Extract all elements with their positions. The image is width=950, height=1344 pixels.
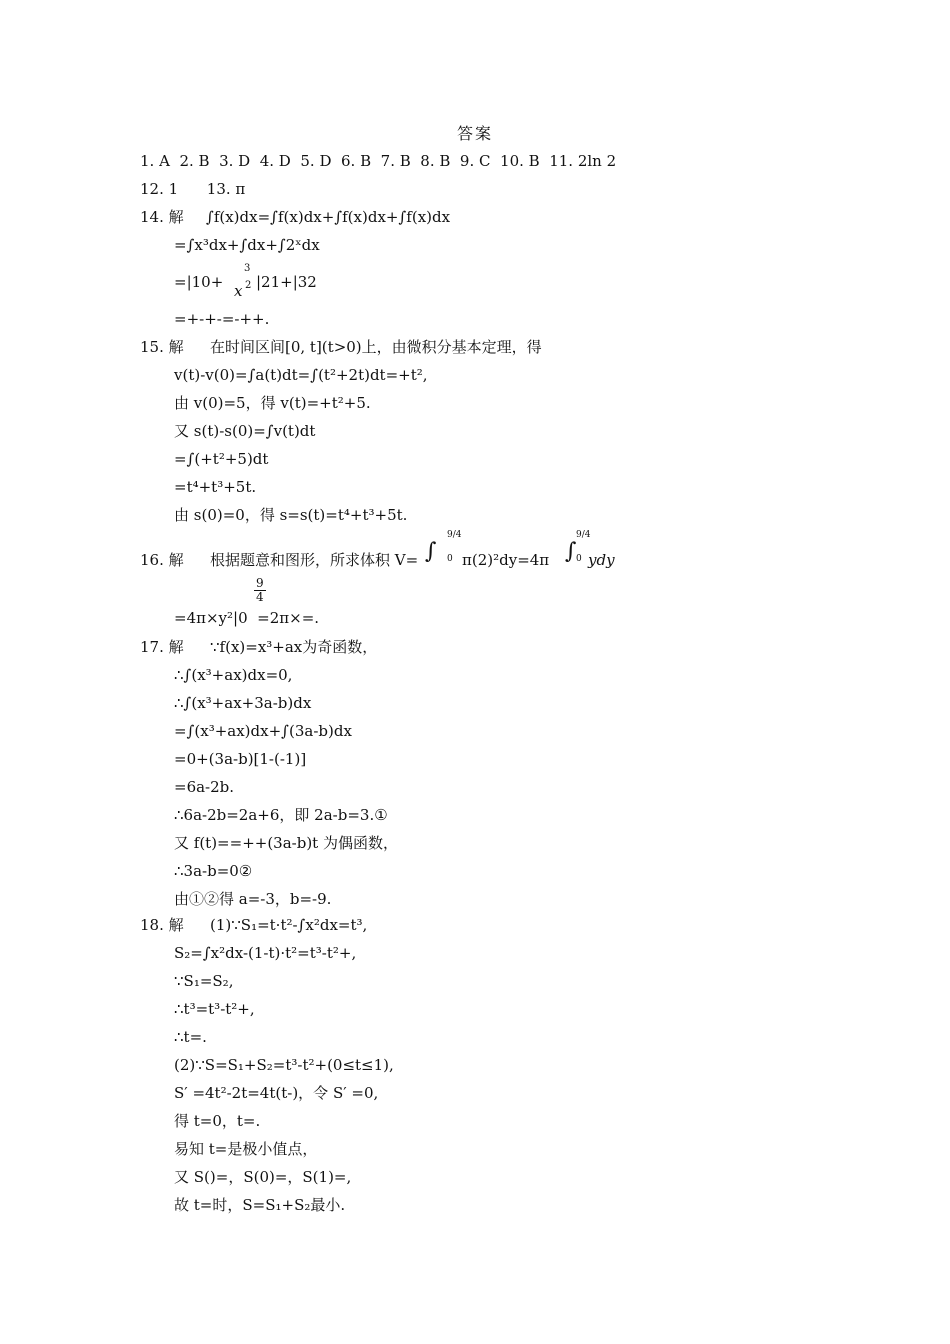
q17-label: 17. 解: [140, 638, 184, 656]
q15-label: 15. 解: [140, 338, 184, 356]
q17-line-1: ∵f(x)=x³+ax为奇函数，: [210, 638, 378, 656]
q17-line-9: ∴3a-b=0②: [174, 862, 253, 880]
q17-line-3: ∴∫(x³+ax+3a-b)dx: [174, 694, 312, 712]
q18-line-11: 故 t=时，S=S₁+S₂最小.: [174, 1196, 346, 1214]
q18-line-5: ∴t=.: [174, 1028, 207, 1046]
q16-fraction-den: 4: [256, 590, 264, 604]
q17-line-10: 由①②得 a=-3，b=-9.: [174, 890, 332, 908]
q14-exponent-num: 3: [244, 263, 251, 274]
q16-line-1b: π(2)²dy=4π: [462, 551, 550, 569]
q17-line-5: =0+(3a-b)[1-(-1)]: [174, 750, 307, 768]
q15-line-6: =t⁴+t³+5t.: [174, 478, 257, 496]
answers-line-2: 12. 1 13. π: [140, 180, 246, 198]
q15-line-1: 在时间区间[0, t](t>0)上，由微积分基本定理，得: [210, 338, 542, 356]
q16-line-2: =4π×y²|0 =2π×=.: [174, 609, 320, 627]
q15-line-3: 由 v(0)=5，得 v(t)=+t²+5.: [174, 394, 371, 412]
q14-line-3b: |21+|32: [256, 273, 317, 291]
q18-line-10: 又 S()=，S(0)=，S(1)=,: [174, 1168, 352, 1186]
q17-line-6: =6a-2b.: [174, 778, 235, 796]
q18-line-9: 易知 t=是极小值点，: [174, 1140, 318, 1158]
q15-line-7: 由 s(0)=0，得 s=s(t)=t⁴+t³+5t.: [174, 506, 408, 524]
q14-line-4: =+-+-=-++.: [174, 310, 270, 328]
q16-fraction-num: 9: [256, 576, 264, 590]
q16-lower-limit-2: 0: [576, 554, 582, 564]
q18-line-6: (2)∵S=S₁+S₂=t³-t²+(0≤t≤1),: [174, 1056, 394, 1074]
q16-integral-sign-1: ∫: [425, 539, 437, 564]
page-title: 答案: [456, 124, 493, 143]
q17-line-8: 又 f(t)==++(3a-b)t 为偶函数，: [174, 834, 398, 852]
q18-line-3: ∵S₁=S₂,: [174, 972, 234, 990]
q16-line-1c: ydy: [588, 551, 615, 569]
q14-line-2: =∫x³dx+∫dx+∫2ˣdx: [174, 236, 320, 254]
q16-integral-sign-2: ∫: [565, 539, 577, 564]
q14-line-3a: =|10+: [174, 273, 224, 291]
answers-line-1: 1. A 2. B 3. D 4. D 5. D 6. B 7. B 8. B 9. C 10. B 11. 2ln 2: [140, 152, 617, 170]
q18-line-7: S′ =4t²-2t=4t(t-)，令 S′ =0,: [174, 1084, 379, 1102]
q18-line-2: S₂=∫x²dx-(1-t)·t²=t³-t²+,: [174, 944, 357, 962]
q18-line-1: (1)∵S₁=t·t²-∫x²dx=t³,: [210, 916, 368, 934]
q16-lower-limit-1: 0: [447, 554, 453, 564]
q15-line-4: 又 s(t)-s(0)=∫v(t)dt: [174, 422, 316, 440]
q18-line-8: 得 t=0，t=.: [174, 1112, 261, 1130]
q14-variable-x: x: [234, 282, 243, 300]
q14-label: 14. 解: [140, 208, 184, 226]
q14-line-1: ∫f(x)dx=∫f(x)dx+∫f(x)dx+∫f(x)dx: [206, 208, 451, 226]
q17-line-2: ∴∫(x³+ax)dx=0,: [174, 666, 293, 684]
q14-exponent-den: 2: [245, 280, 252, 291]
q15-line-2: v(t)-v(0)=∫a(t)dt=∫(t²+2t)dt=+t²,: [174, 366, 428, 384]
q15-line-5: =∫(+t²+5)dt: [174, 450, 269, 468]
q16-line-1a: 根据题意和图形，所求体积 V=: [210, 551, 419, 569]
q16-label: 16. 解: [140, 551, 184, 569]
q17-line-4: =∫(x³+ax)dx+∫(3a-b)dx: [174, 722, 352, 740]
q18-line-4: ∴t³=t³-t²+,: [174, 1000, 255, 1018]
q16-upper-limit-2: 9/4: [576, 530, 591, 540]
q18-label: 18. 解: [140, 916, 184, 934]
q16-upper-limit-1: 9/4: [447, 530, 462, 540]
q17-line-7: ∴6a-2b=2a+6，即 2a-b=3.①: [174, 806, 388, 824]
